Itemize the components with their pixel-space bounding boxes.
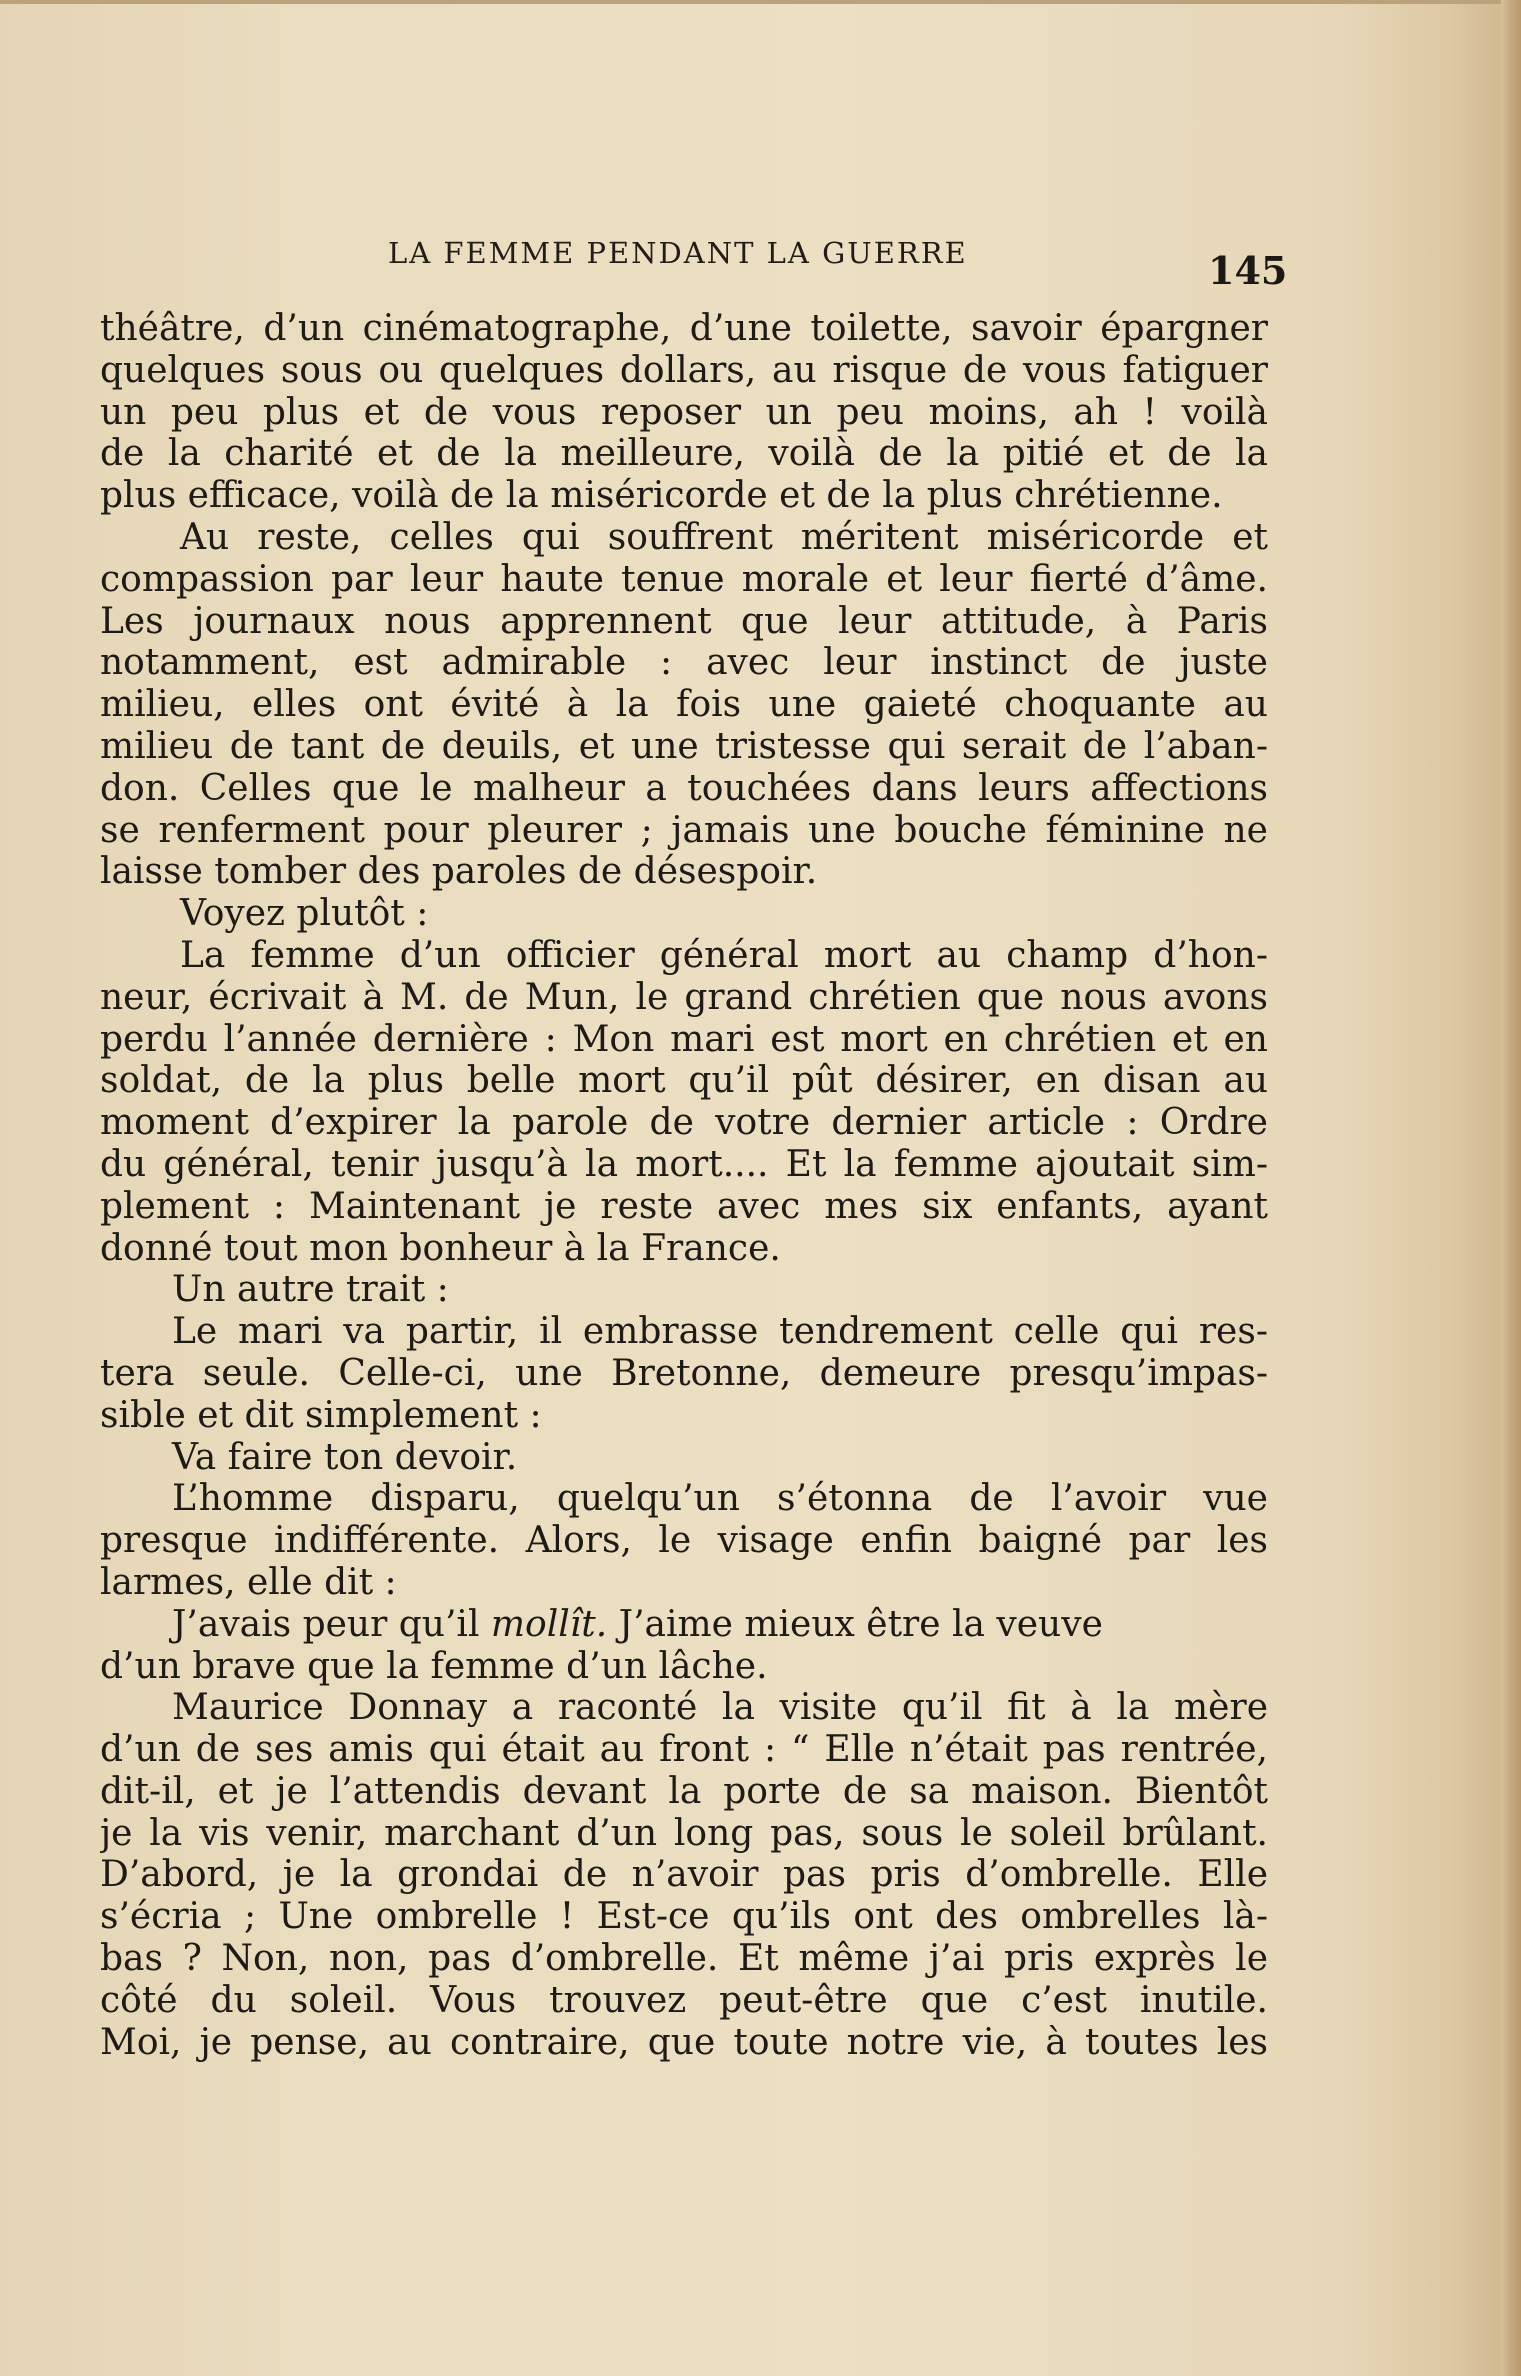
text-line: perdu l’année dernière : Mon mari est mort en chrétien et en	[100, 1018, 1268, 1060]
text-line: Voyez plutôt :	[180, 893, 429, 935]
text-line: bas ? Non, non, pas d’ombrelle. Et même j’ai pris exprès le	[100, 1938, 1268, 1980]
text-line: Le mari va partir, il embrasse tendrement celle qui res-	[172, 1311, 1268, 1353]
text-line: Un autre trait :	[172, 1269, 449, 1311]
text-line: sible et dit simplement :	[100, 1394, 542, 1436]
italic-word: mollît.	[490, 1603, 608, 1645]
text-line: notamment, est admirable : avec leur instinct de juste	[100, 642, 1268, 684]
text-line: milieu, elles ont évité à la fois une gaieté choquante au	[100, 684, 1268, 726]
page-number: 145	[1208, 248, 1288, 293]
text-line: milieu de tant de deuils, et une tristesse qui serait de l’aban-	[100, 725, 1268, 767]
text-line: dit-il, et je l’attendis devant la porte de sa maison. Bientôt	[100, 1770, 1268, 1812]
text-line: neur, écrivait à M. de Mun, le grand chrétien que nous avons	[100, 976, 1268, 1018]
text-line: L’homme disparu, quelqu’un s’étonna de l’avoir vue	[172, 1478, 1268, 1520]
text-line: plement : Maintenant je reste avec mes six enfants, ayant	[100, 1185, 1268, 1227]
running-head: LA FEMME PENDANT LA GUERRE	[388, 236, 968, 270]
text-line: d’un brave que la femme d’un lâche.	[100, 1645, 768, 1687]
text-line: se renferment pour pleurer ; jamais une bouche féminine ne	[100, 809, 1268, 851]
text-line: quelques sous ou quelques dollars, au risque de vous fatiguer	[100, 349, 1268, 391]
text-line: Moi, je pense, au contraire, que toute notre vie, à toutes les	[100, 2021, 1268, 2063]
text-line: de la charité et de la meilleure, voilà de la pitié et de la	[100, 433, 1268, 475]
text-line	[100, 1604, 1268, 1646]
text-line: donné tout mon bonheur à la France.	[100, 1227, 781, 1269]
text-line: tera seule. Celle-ci, une Bretonne, demeure presqu’impas-	[100, 1352, 1268, 1394]
text-line: Va faire ton devoir.	[172, 1436, 518, 1478]
quote-start: J’avais peur qu’il	[172, 1603, 480, 1645]
text-line: côté du soleil. Vous trouvez peut-être que c’est inutile.	[100, 1979, 1268, 2021]
page-top-border	[0, 0, 1521, 4]
body-text	[100, 308, 1268, 2063]
text-line: compassion par leur haute tenue morale et leur fierté d’âme.	[100, 558, 1268, 600]
text-line: larmes, elle dit :	[100, 1561, 397, 1603]
text-line: moment d’expirer la parole de votre dernier article : Ordre	[100, 1102, 1268, 1144]
quote-end: J’aime mieux être la veuve	[618, 1603, 1103, 1645]
text-line: Maurice Donnay a raconté la visite qu’il fit à la mère	[172, 1687, 1268, 1729]
text-line: Au reste, celles qui souffrent méritent miséricorde et	[180, 516, 1268, 558]
text-line: Les journaux nous apprennent que leur attitude, à Paris	[100, 600, 1268, 642]
text-line: du général, tenir jusqu’à la mort.... Et la femme ajoutait sim-	[100, 1143, 1268, 1185]
text-line: s’écria ; Une ombrelle ! Est-ce qu’ils ont des ombrelles là-	[100, 1896, 1268, 1938]
text-line: théâtre, d’un cinématographe, d’une toilette, savoir épargner	[100, 308, 1268, 349]
text-line: presque indifférente. Alors, le visage enfin baigné par les	[100, 1520, 1268, 1562]
text-line: je la vis venir, marchant d’un long pas, sous le soleil brûlant.	[100, 1812, 1268, 1854]
text-line: don. Celles que le malheur a touchées dans leurs affections	[100, 767, 1268, 809]
text-line: D’abord, je la grondai de n’avoir pas pris d’ombrelle. Elle	[100, 1854, 1268, 1896]
text-line: un peu plus et de vous reposer un peu moins, ah ! voilà	[100, 391, 1268, 433]
text-line: laisse tomber des paroles de désespoir.	[100, 851, 818, 893]
text-line: d’un de ses amis qui était au front : “ Elle n’était pas rentrée,	[100, 1729, 1268, 1771]
text-line: soldat, de la plus belle mort qu’il pût désirer, en disan au	[100, 1060, 1268, 1102]
text-line: La femme d’un officier général mort au champ d’hon-	[180, 934, 1268, 976]
page-edge-shadow	[1501, 0, 1521, 2376]
text-line: plus efficace, voilà de la miséricorde et de la plus chrétienne.	[100, 475, 1223, 517]
